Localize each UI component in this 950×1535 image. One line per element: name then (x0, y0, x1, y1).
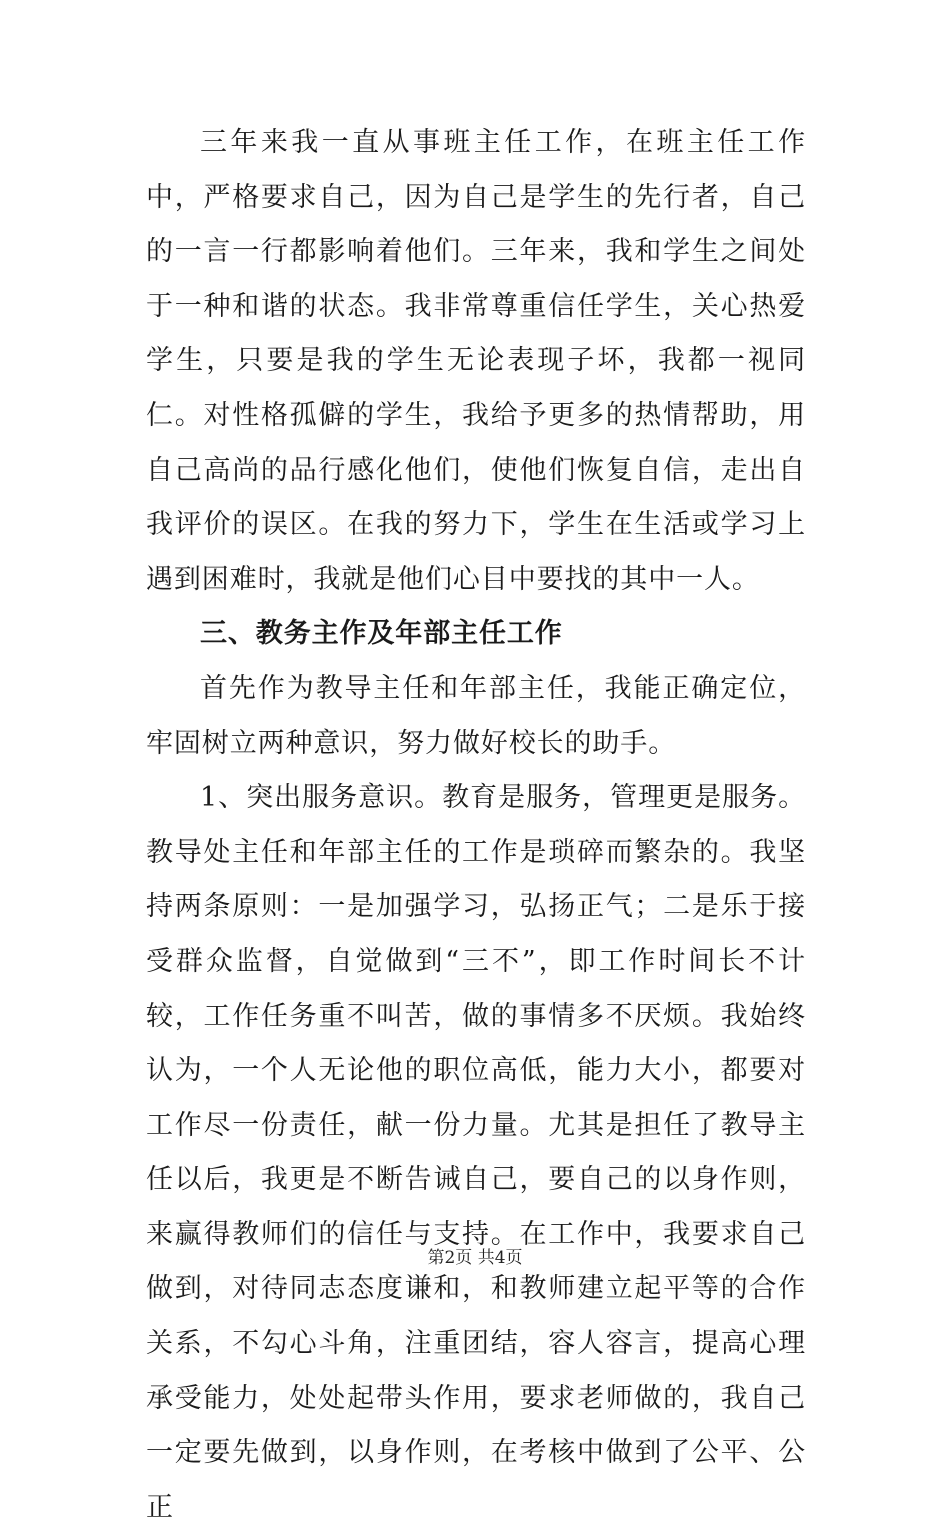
paragraph-positioning: 首先作为教导主任和年部主任，我能正确定位，牢固树立两种意识，努力做好校长的助手。 (146, 672, 806, 759)
page-number-footer: 第2页 共4页 (427, 1248, 523, 1268)
document-body (146, 116, 806, 1535)
paragraph-head-teacher-work: 三年来我一直从事班主任工作，在班主任工作中，严格要求自己，因为自己是学生的先行者，自己的一言一行都影响着他们。三年来，我和学生之间处于一种和谐的状态。我非常尊重信任学生，关心热爱学生，只要是我的学生无论表现子坏，我都一视同仁。对性格孤僻的学生，我给予更多的热情帮助，用自己高尚的品行感化他们，使他们恢复自信，走出自我评价的误区。在我的努力下，学生在生活或学习上遇到困难时，我就是他们心目中要找的其中一人。 (146, 127, 806, 595)
section-heading-academic-affairs: 三、教务主作及年部主任工作 (200, 618, 563, 650)
paragraph-service-awareness: 1、突出服务意识。教育是服务，管理更是服务。教导处主任和年部主任的工作是琐碎而繁杂的。我坚持两条原则：一是加强学习，弘扬正气；二是乐于接受群众监督，自觉做到“三不”，即工作时间长不计较，工作任务重不叫苦，做的事情多不厌烦。我始终认为，一个人无论他的职位高低，能力大小，都要对工作尽一份责任，献一份力量。尤其是担任了教导主任以后，我更是不断告诫自己，要自己的以身作则，来赢得教师们的信任与支持。在工作中，我要求自己做到，对待同志态度谦和，和教师建立起平等的合作关系，不勾心斗角，注重团结，容人容言，提高心理承受能力，处处起带头作用，要求老师做的，我自己一定要先做到，以身作则，在考核中做到了公平、公正 (146, 782, 806, 1523)
